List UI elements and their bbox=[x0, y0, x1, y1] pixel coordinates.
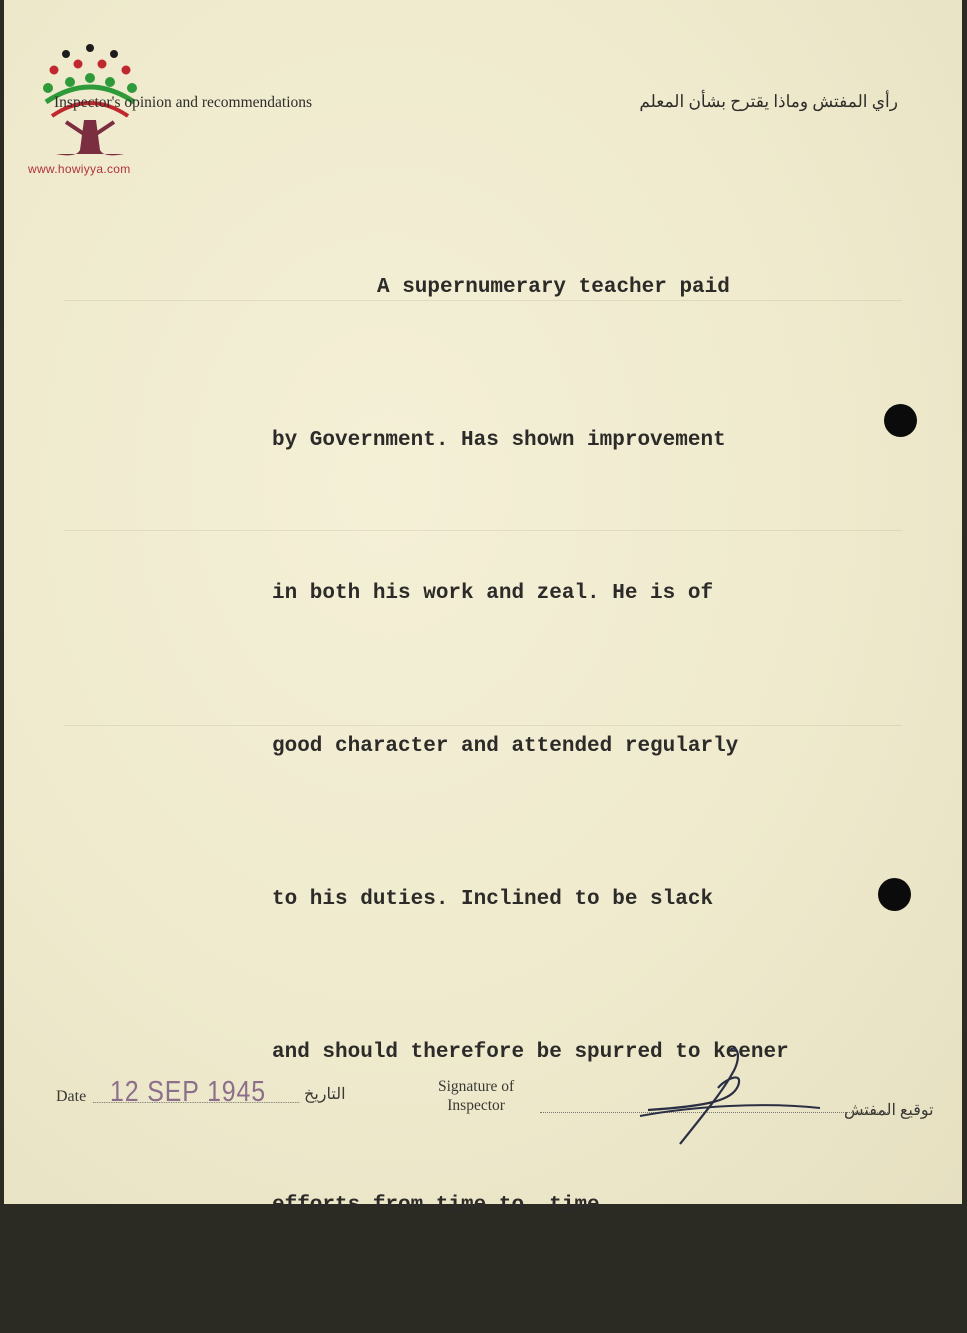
punch-hole bbox=[884, 404, 917, 437]
remark-line: to his duties. Inclined to be slack bbox=[272, 888, 714, 911]
date-stamp-text: 12 SEP 1945 bbox=[110, 1076, 266, 1108]
date-label: Date bbox=[56, 1088, 87, 1105]
remark-line: efforts from time to time. bbox=[272, 1194, 613, 1217]
typed-remarks bbox=[272, 160, 912, 1333]
signature-label-line1: Signature of bbox=[438, 1078, 515, 1095]
date-label-arabic: التاريخ bbox=[304, 1086, 346, 1103]
date-stamp bbox=[110, 1076, 266, 1109]
howiyya-logo bbox=[26, 42, 156, 182]
signature-label-line2: Inspector bbox=[447, 1097, 505, 1114]
signature-label bbox=[438, 1077, 514, 1115]
watermark-url: www.howiyya.com bbox=[28, 162, 131, 176]
remark-line: in both his work and zeal. He is of bbox=[272, 582, 714, 605]
remark-line: good character and attended regularly bbox=[272, 735, 739, 758]
handwritten-signature bbox=[634, 1040, 824, 1150]
header-english-label: Inspector's opinion and recommendations bbox=[54, 94, 313, 111]
document-page bbox=[4, 0, 962, 1217]
punch-hole bbox=[878, 878, 911, 911]
header-arabic-label: رأي المفتش وماذا يقترح بشأن المعلم bbox=[639, 92, 898, 111]
signature-label-arabic: توقيع المفتش bbox=[844, 1102, 934, 1119]
remark-line: A supernumerary teacher paid bbox=[377, 276, 730, 299]
remark-line: by Government. Has shown improvement bbox=[272, 429, 726, 452]
remark-line: and should therefore be spurred to keener bbox=[272, 1041, 789, 1064]
